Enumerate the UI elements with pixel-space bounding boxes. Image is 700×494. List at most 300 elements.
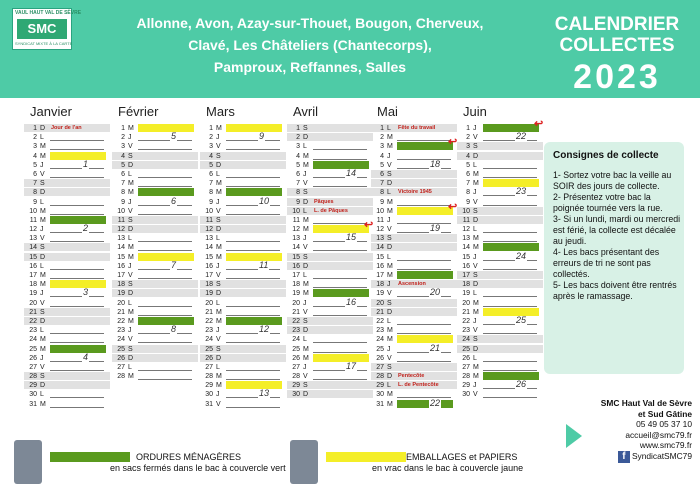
day-number: 29 xyxy=(29,382,37,390)
day-number: 20 xyxy=(117,299,125,307)
day-number: 10 xyxy=(29,207,37,215)
day-row xyxy=(287,354,373,363)
emballages-collection-bar xyxy=(138,124,194,132)
shift-arrow-icon: ↩ xyxy=(448,136,458,149)
day-row xyxy=(371,124,457,133)
day-row xyxy=(112,372,198,381)
day-number: 24 xyxy=(376,336,384,344)
week-number: 5 xyxy=(171,131,177,142)
day-line xyxy=(50,296,104,297)
day-number: 16 xyxy=(205,262,213,270)
day-row xyxy=(200,308,286,317)
calendar-title-line-1: CALENDRIER xyxy=(554,14,680,35)
day-number: 30 xyxy=(292,391,300,399)
day-number: 18 xyxy=(292,281,300,289)
day-row xyxy=(371,200,458,216)
day-letter: M xyxy=(387,207,393,215)
ordures-collection-bar xyxy=(483,124,539,132)
day-number: 20 xyxy=(462,299,470,307)
day-line xyxy=(50,342,104,343)
day-line xyxy=(313,250,367,251)
communes-line-3: Pamproux, Reffannes, Salles xyxy=(213,59,407,75)
week-number: 21 xyxy=(430,342,441,353)
emballages-collection-bar xyxy=(226,253,282,261)
day-line xyxy=(138,140,192,141)
day-row xyxy=(287,142,373,151)
day-letter: L xyxy=(128,170,132,178)
day-row xyxy=(287,124,373,133)
day-row xyxy=(287,345,373,354)
day-letter: D xyxy=(303,134,309,142)
day-letter: V xyxy=(303,308,308,316)
day-line xyxy=(397,168,451,169)
day-number: 25 xyxy=(205,345,213,353)
day-row xyxy=(200,161,286,170)
day-row xyxy=(287,271,373,280)
day-line xyxy=(397,260,451,261)
day-letter: S xyxy=(216,281,221,289)
day-letter: D xyxy=(128,161,134,169)
day-row xyxy=(457,161,543,170)
day-row xyxy=(287,326,373,335)
day-number: 2 xyxy=(466,134,470,142)
day-row xyxy=(200,152,286,161)
day-row xyxy=(200,326,286,335)
ordures-collection-bar xyxy=(397,271,453,279)
day-row xyxy=(112,363,198,372)
day-number: 7 xyxy=(296,180,300,188)
day-row xyxy=(112,124,198,133)
day-letter: D xyxy=(216,161,222,169)
day-row xyxy=(457,142,543,151)
day-number: 29 xyxy=(462,382,470,390)
day-row xyxy=(371,234,457,243)
day-line xyxy=(138,333,192,334)
ordures-collection-bar xyxy=(397,397,453,408)
week-number: 16 xyxy=(346,296,357,307)
day-row xyxy=(457,345,543,354)
day-row xyxy=(287,243,373,252)
day-number: 10 xyxy=(462,207,470,215)
day-letter: M xyxy=(473,180,479,188)
day-line xyxy=(138,370,192,371)
day-row xyxy=(287,216,373,225)
day-row xyxy=(200,253,286,262)
rule-item: 3- Si un lundi, mardi ou mercredi est férié, la collecte est décalée au jeudi. xyxy=(553,214,681,246)
day-number: 8 xyxy=(466,189,470,197)
day-line xyxy=(138,379,192,380)
day-number: 18 xyxy=(117,281,125,289)
day-letter: S xyxy=(303,125,308,132)
day-letter: D xyxy=(303,327,309,335)
day-row xyxy=(457,234,543,243)
contact-web[interactable]: www.smc79.fr xyxy=(639,440,692,450)
day-line xyxy=(226,315,280,316)
day-row xyxy=(371,271,457,280)
contact-org-2: et Sud Gâtine xyxy=(638,408,692,419)
day-number: 17 xyxy=(117,272,125,279)
week-number: 14 xyxy=(346,167,357,178)
day-number: 18 xyxy=(376,281,384,289)
day-row xyxy=(112,280,198,289)
day-line xyxy=(138,250,192,251)
day-letter: M xyxy=(216,382,222,390)
day-letter: M xyxy=(387,198,393,206)
day-row xyxy=(457,326,543,335)
day-letter: L xyxy=(40,391,44,399)
day-row xyxy=(200,195,286,207)
day-row xyxy=(287,207,373,216)
day-line xyxy=(226,140,280,141)
contact-block xyxy=(582,398,692,463)
day-line xyxy=(313,379,367,380)
rules-title: Consignes de collecte xyxy=(553,150,659,161)
day-row xyxy=(371,253,457,262)
day-number: 8 xyxy=(209,189,213,197)
ordures-collection-bar xyxy=(50,345,106,353)
day-row xyxy=(112,326,198,335)
day-row xyxy=(457,354,543,363)
day-number: 6 xyxy=(466,170,470,178)
day-number: 12 xyxy=(29,226,37,234)
week-number: 20 xyxy=(430,287,441,298)
day-letter: M xyxy=(40,152,46,160)
day-row xyxy=(24,308,110,317)
day-number: 2 xyxy=(33,134,37,142)
day-number: 21 xyxy=(462,308,470,316)
day-line xyxy=(50,177,104,178)
day-row xyxy=(200,372,286,381)
day-line xyxy=(138,278,192,279)
day-row xyxy=(457,271,543,280)
day-line xyxy=(313,315,367,316)
day-line xyxy=(50,140,104,141)
contact-email[interactable]: accueil@smc79.fr xyxy=(625,429,692,440)
day-line xyxy=(483,260,537,261)
rule-item: 4- Les bacs présentant des erreurs de tri ne sont pas collectés. xyxy=(553,247,660,279)
day-letter: M xyxy=(303,281,309,289)
day-letter: J xyxy=(40,354,44,362)
day-letter: D xyxy=(303,262,309,270)
day-row xyxy=(371,280,457,289)
day-line xyxy=(483,361,537,362)
day-line xyxy=(397,159,451,160)
day-letter: M xyxy=(128,244,134,252)
day-number: 15 xyxy=(462,253,470,261)
day-letter: J xyxy=(387,152,391,160)
day-number: 19 xyxy=(117,290,125,298)
day-number: 25 xyxy=(117,345,125,353)
day-number: 7 xyxy=(466,180,470,188)
day-row xyxy=(371,372,457,381)
day-number: 13 xyxy=(462,235,470,243)
day-number: 21 xyxy=(376,308,384,316)
day-letter: M xyxy=(216,308,222,316)
day-letter: V xyxy=(387,226,392,234)
day-row xyxy=(457,280,543,289)
day-row xyxy=(457,216,543,225)
day-number: 27 xyxy=(29,363,37,371)
day-row xyxy=(371,133,457,142)
day-letter: S xyxy=(40,244,45,252)
emballages-collection-bar xyxy=(483,179,539,187)
day-row xyxy=(371,342,457,354)
day-number: 24 xyxy=(29,336,37,344)
day-line xyxy=(138,177,192,178)
day-line xyxy=(313,149,367,150)
day-row xyxy=(457,262,543,271)
day-letter: M xyxy=(128,253,134,261)
day-number: 2 xyxy=(380,134,384,142)
day-number: 30 xyxy=(29,391,37,399)
day-row xyxy=(371,243,457,252)
day-number: 26 xyxy=(376,354,384,362)
day-number: 6 xyxy=(209,170,213,178)
day-line xyxy=(226,186,280,187)
day-letter: V xyxy=(387,161,392,169)
day-letter: J xyxy=(128,198,132,206)
day-letter: L xyxy=(387,189,391,197)
day-number: 27 xyxy=(117,363,125,371)
contact-facebook[interactable] xyxy=(582,451,692,463)
day-letter: D xyxy=(387,180,393,188)
day-line xyxy=(50,214,104,215)
week-number: 10 xyxy=(259,195,270,206)
week-number: 26 xyxy=(516,379,527,390)
week-number: 22 xyxy=(430,397,441,408)
day-row xyxy=(112,253,198,262)
day-row xyxy=(24,271,110,280)
day-number: 9 xyxy=(209,198,213,206)
month-name: Avril xyxy=(293,104,319,119)
emballages-collection-bar xyxy=(138,253,194,261)
emballages-desc: en vrac dans le bac à couvercle jaune xyxy=(372,463,524,473)
day-line xyxy=(313,159,367,160)
day-row xyxy=(371,198,457,207)
emballages-collection-bar xyxy=(226,381,282,389)
day-row xyxy=(371,308,457,317)
day-letter: J xyxy=(473,125,477,132)
day-line xyxy=(313,177,367,178)
day-number: 13 xyxy=(117,235,125,243)
month-name: Janvier xyxy=(30,104,72,119)
day-letter: L xyxy=(128,363,132,371)
day-line xyxy=(483,177,537,178)
day-line xyxy=(313,241,367,242)
day-number: 11 xyxy=(29,216,37,224)
holiday-label: L. de Pentecôte xyxy=(398,382,439,389)
day-row xyxy=(24,152,110,161)
day-letter: J xyxy=(128,262,132,270)
day-row xyxy=(24,262,110,271)
day-line xyxy=(226,241,280,242)
day-letter: M xyxy=(473,244,479,252)
day-line xyxy=(397,361,451,362)
facebook-icon: f xyxy=(618,451,630,463)
day-letter: M xyxy=(387,272,393,279)
week-number: 9 xyxy=(259,131,265,142)
day-letter: S xyxy=(387,170,392,178)
week-number: 24 xyxy=(516,250,527,261)
day-row xyxy=(371,381,457,390)
day-row xyxy=(24,289,110,298)
day-letter: M xyxy=(40,272,46,279)
day-number: 27 xyxy=(292,363,300,371)
day-line xyxy=(397,223,451,224)
emballages-collection-bar xyxy=(397,207,453,215)
day-letter: D xyxy=(40,253,46,261)
day-number: 28 xyxy=(292,373,300,381)
day-row xyxy=(457,207,543,216)
day-row xyxy=(457,118,544,133)
day-row xyxy=(457,372,543,381)
day-letter: S xyxy=(303,253,308,261)
day-letter: M xyxy=(473,308,479,316)
day-row xyxy=(287,161,373,170)
day-letter: S xyxy=(216,216,221,224)
day-number: 4 xyxy=(33,152,37,160)
day-row xyxy=(200,299,286,308)
day-letter: L xyxy=(128,299,132,307)
day-letter: D xyxy=(473,345,479,353)
day-number: 23 xyxy=(376,327,384,335)
day-letter: V xyxy=(216,143,221,151)
day-line xyxy=(138,241,192,242)
day-row xyxy=(24,188,110,197)
ordures-collection-bar xyxy=(313,289,369,297)
day-letter: M xyxy=(40,216,46,224)
day-letter: S xyxy=(303,382,308,390)
day-letter: S xyxy=(40,180,45,188)
day-number: 19 xyxy=(376,290,384,298)
day-line xyxy=(50,306,104,307)
day-row xyxy=(200,363,286,372)
day-letter: M xyxy=(387,327,393,335)
day-number: 20 xyxy=(29,299,37,307)
day-row xyxy=(24,372,110,381)
emballages-collection-bar xyxy=(50,280,106,288)
day-line xyxy=(50,333,104,334)
day-line xyxy=(226,407,280,408)
day-row xyxy=(24,142,110,151)
day-letter: S xyxy=(303,189,308,197)
day-line xyxy=(483,388,537,389)
facebook-handle: SyndicatSMC79 xyxy=(631,450,692,461)
day-line xyxy=(483,306,537,307)
day-letter: L xyxy=(387,253,391,261)
day-line xyxy=(313,342,367,343)
day-row xyxy=(371,188,457,197)
day-number: 28 xyxy=(376,373,384,381)
day-letter: S xyxy=(40,373,45,381)
day-row xyxy=(287,262,373,271)
day-number: 26 xyxy=(29,354,37,362)
day-number: 10 xyxy=(376,207,384,215)
day-row xyxy=(24,363,110,372)
day-row xyxy=(371,262,457,271)
month-column xyxy=(24,104,110,409)
day-number: 12 xyxy=(462,226,470,234)
day-number: 20 xyxy=(376,299,384,307)
communes-list xyxy=(80,12,540,78)
day-line xyxy=(397,333,451,334)
day-number: 1 xyxy=(121,125,125,132)
day-number: 11 xyxy=(376,216,384,224)
day-number: 5 xyxy=(466,161,470,169)
day-line xyxy=(50,361,104,362)
day-number: 9 xyxy=(121,198,125,206)
day-number: 4 xyxy=(296,152,300,160)
day-row xyxy=(112,317,198,326)
day-line xyxy=(313,278,367,279)
day-letter: D xyxy=(387,373,393,381)
day-number: 13 xyxy=(205,235,213,243)
day-row xyxy=(112,133,198,142)
holiday-label: Victoire 1945 xyxy=(398,189,432,196)
day-row xyxy=(371,354,457,363)
day-letter: J xyxy=(473,253,477,261)
day-letter: V xyxy=(303,180,308,188)
day-letter: V xyxy=(128,336,133,344)
day-letter: S xyxy=(40,308,45,316)
day-letter: L xyxy=(216,235,220,243)
day-letter: L xyxy=(387,125,391,132)
day-letter: S xyxy=(473,336,478,344)
day-line xyxy=(397,397,451,398)
day-row xyxy=(287,179,373,188)
day-letter: M xyxy=(128,308,134,316)
day-letter: M xyxy=(303,216,309,224)
day-letter: L xyxy=(473,226,477,234)
ordures-collection-bar xyxy=(483,243,539,251)
day-row xyxy=(112,308,198,317)
day-number: 27 xyxy=(376,363,384,371)
day-row xyxy=(200,271,286,280)
day-number: 5 xyxy=(33,161,37,169)
day-letter: S xyxy=(387,235,392,243)
day-line xyxy=(483,140,537,141)
day-row xyxy=(24,170,110,179)
day-row xyxy=(112,188,198,197)
day-letter: M xyxy=(216,253,222,261)
ordures-collection-bar xyxy=(397,142,453,150)
day-letter: J xyxy=(387,345,391,353)
day-line xyxy=(313,287,367,288)
day-number: 16 xyxy=(29,262,37,270)
ordures-title: ORDURES MÉNAGÈRES xyxy=(136,452,242,462)
day-row xyxy=(200,207,286,216)
day-letter: M xyxy=(387,400,393,408)
day-number: 11 xyxy=(117,216,125,224)
day-letter: M xyxy=(473,299,479,307)
day-letter: S xyxy=(473,207,478,215)
day-line xyxy=(226,342,280,343)
day-number: 9 xyxy=(380,198,384,206)
day-number: 11 xyxy=(292,216,300,224)
communes-line-2: Clavé, Les Châteliers (Chantecorps), xyxy=(188,37,432,53)
day-row xyxy=(287,188,373,197)
day-letter: D xyxy=(387,308,393,316)
day-row xyxy=(287,234,373,243)
day-number: 4 xyxy=(121,152,125,160)
day-number: 3 xyxy=(466,143,470,151)
day-letter: M xyxy=(128,180,134,188)
day-number: 17 xyxy=(205,272,213,279)
day-row xyxy=(371,289,457,298)
week-number: 23 xyxy=(516,186,527,197)
day-number: 29 xyxy=(205,382,213,390)
day-row xyxy=(371,225,457,234)
